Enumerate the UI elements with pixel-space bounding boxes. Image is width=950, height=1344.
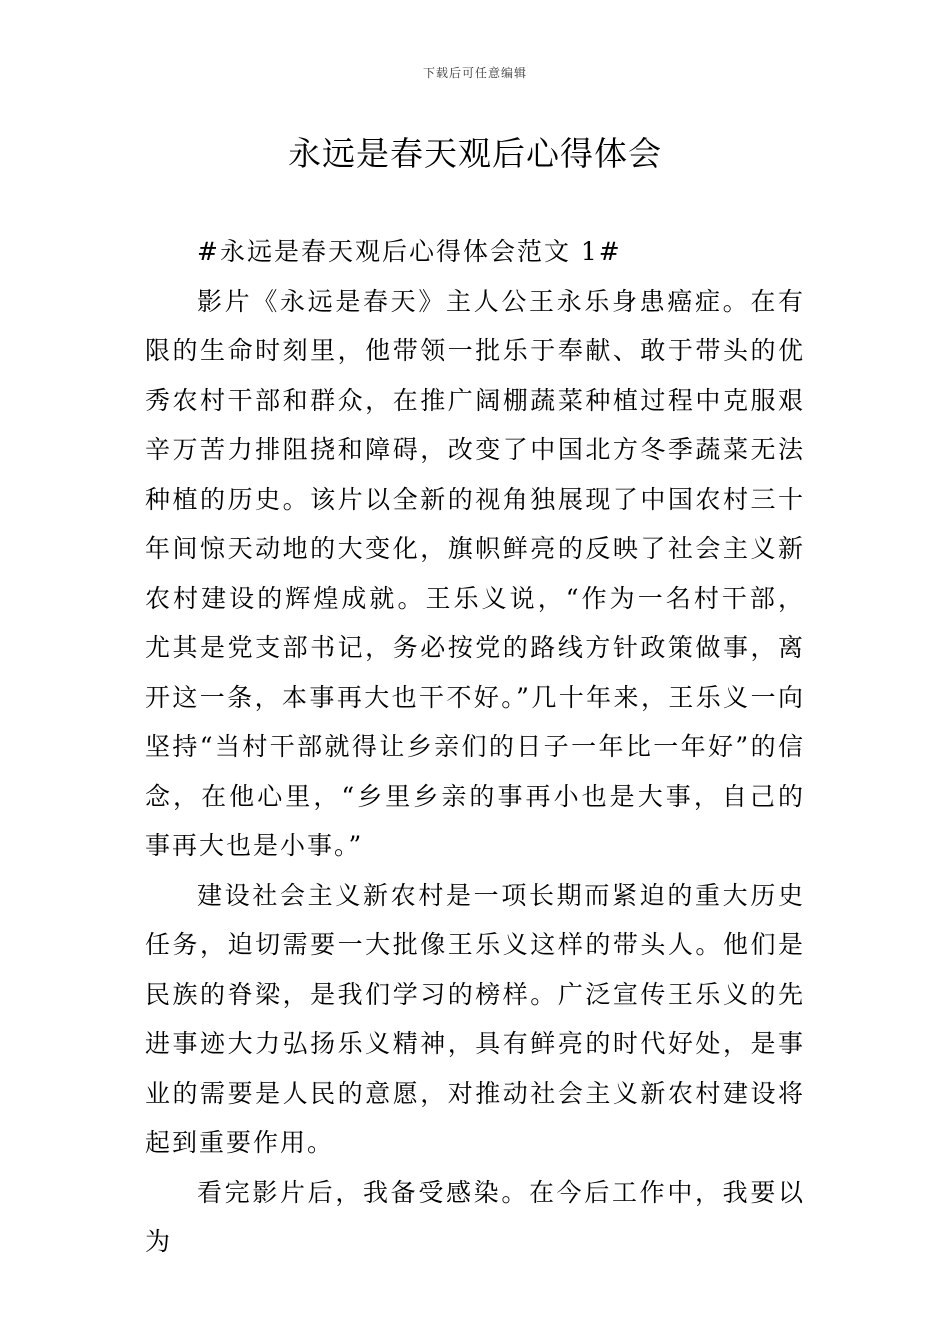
paragraph-2: 建设社会主义新农村是一项长期而紧迫的重大历史任务，迫切需要一大批像王乐义这样的带头人。他们是民族的脊梁，是我们学习的榜样。广泛宣传王乐义的先进事迹大力弘扬乐义精神，具有鲜亮的时代好处，是事业的需要是人民的意愿，对推动社会主义新农村建设将起到重要作用。 — [145, 880, 805, 1157]
header-note: 下载后可任意编辑 — [422, 66, 527, 80]
paragraph-1: 影片《永远是春天》主人公王永乐身患癌症。在有限的生命时刻里，他带领一批乐于奉献、敢于带头的优秀农村干部和群众，在推广阔棚蔬菜种植过程中克服艰辛万苦力排阻挠和障碍，改变了中国北方冬季蔬菜无法种植的历史。该片以全新的视角独展现了中国农村三十年间惊天动地的大变化，旗帜鲜亮的反映了社会主义新农村建设的辉煌成就。王乐义说，“作为一名村干部，尤其是党支部书记，务必按党的路线方针政策做事，离开这一条，本事再大也干不好。”几十年来，王乐义一向坚持“当村干部就得让乡亲们的日子一年比一年好”的信念，在他心里，“乡里乡亲的事再小也是大事，自己的事再大也是小事。” — [145, 286, 805, 860]
document-title: 永远是春天观后心得体会 — [288, 134, 662, 173]
document-body — [145, 227, 805, 1267]
paragraph-3: 看完影片后，我备受感染。在今后工作中，我要以为 — [145, 1177, 805, 1256]
section-heading: #永远是春天观后心得体会范文 1# — [197, 237, 622, 266]
